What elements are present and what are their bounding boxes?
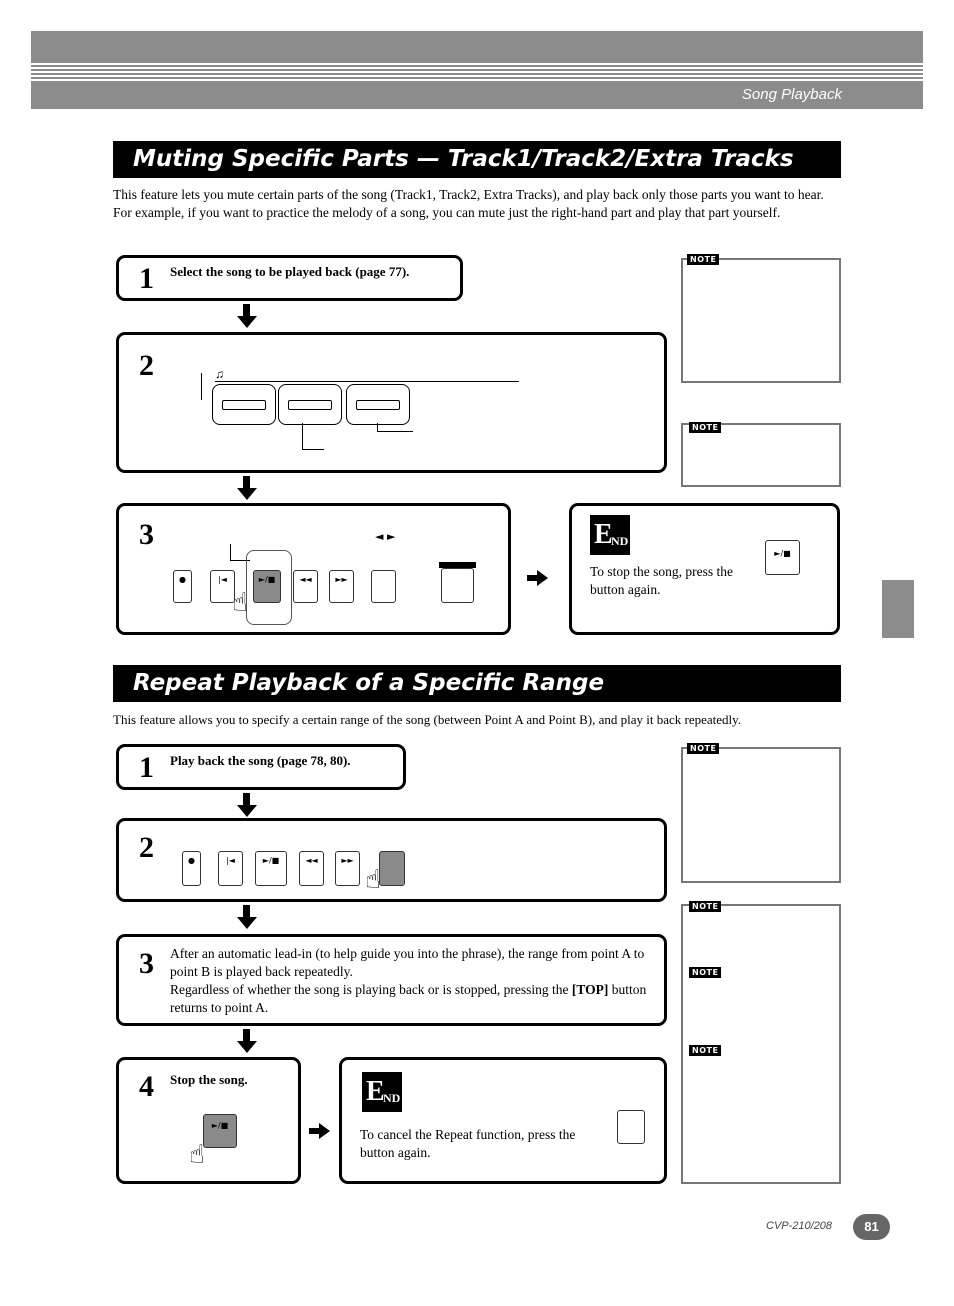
s2-step1-text: Play back the song (page 78, 80). [170, 753, 351, 768]
s1-step2-box [116, 332, 667, 473]
s2-arrow1-down-icon [237, 805, 257, 817]
s2-end-box [339, 1057, 667, 1184]
s1-step3-box [116, 503, 511, 635]
section1-intro: This feature lets you mute certain parts of the song (Track1, Track2, Extra Tracks), and play back only those parts you want to hear. For example, if you want to practice the melody of a song, you can mute just the right-hand part and play that part yourself. [113, 187, 824, 220]
section2-title: Repeat Playback of a Specific Range [113, 665, 841, 702]
s2-step4-number: 4 [139, 1070, 154, 1103]
s1-step2-number: 2 [139, 349, 154, 382]
note-box-1 [681, 258, 841, 383]
ff-button[interactable]: ►► [329, 570, 354, 603]
s2-step2-box [116, 818, 667, 902]
track2-button[interactable] [288, 400, 332, 410]
s2-step4-play-stop-button[interactable]: ►/■ [203, 1114, 237, 1148]
s2-step3-line1: After an automatic lead-in (to help guide you into the phrase), the range from point A to point B is played back repeatedly. [170, 946, 645, 979]
s2-rew-button[interactable]: ◄◄ [299, 851, 324, 886]
s2-arrow2-stem [243, 905, 250, 917]
s2-right-arrow-stem [309, 1128, 319, 1134]
extra-tracks-button[interactable] [356, 400, 400, 410]
top-button[interactable]: |◄ [210, 570, 235, 603]
s2-end-cancel-text: To cancel the Repeat function, press the button again. [360, 1127, 576, 1160]
header-section-title: Song Playback [741, 86, 842, 103]
s2-step4-pointing-hand-icon: ☝ [189, 1140, 205, 1170]
note-box-3 [681, 747, 841, 883]
end-play-stop-button[interactable]: ►/■ [765, 540, 800, 575]
s2-step2-number: 2 [139, 831, 154, 864]
s1-step2-leader1 [302, 423, 303, 449]
note-box-4 [681, 904, 841, 1184]
section2-intro: This feature allows you to specify a certain range of the song (between Point A and Point B), and play it back repeatedly. [113, 712, 742, 727]
music-note-icon: ♫ [215, 367, 224, 381]
s2-play-stop-button[interactable]: ►/■ [255, 851, 287, 886]
rew-button[interactable]: ◄◄ [293, 570, 318, 603]
header-band-stripes [31, 61, 923, 83]
s2-right-arrow-icon [319, 1123, 330, 1139]
s2-end-logo-icon: E ND [362, 1072, 402, 1112]
s1-end-box [569, 503, 840, 635]
s1-arrow2-down-icon [237, 488, 257, 500]
track1-button[interactable] [222, 400, 266, 410]
s1-arrow2-stem [243, 476, 250, 488]
repeat-button[interactable] [371, 570, 396, 603]
s2-step3-number: 3 [139, 947, 154, 980]
s1-step2-leader2 [377, 423, 378, 431]
s1-step3-number: 3 [139, 518, 154, 551]
s1-step1-text: Select the song to be played back (page 77). [170, 264, 410, 279]
s2-step1-box [116, 744, 406, 790]
track2-button-frame[interactable] [278, 384, 342, 425]
s2-step1-number: 1 [139, 751, 154, 784]
play-stop-button[interactable]: ►/■ [253, 570, 281, 603]
header-band-top [31, 31, 923, 61]
extra-tracks-button-frame[interactable] [346, 384, 410, 425]
s2-step4-text: Stop the song. [170, 1072, 248, 1087]
s2-end-repeat-button[interactable] [617, 1110, 645, 1144]
s2-step3-text [170, 945, 655, 1017]
s1-step2-top-line [215, 381, 519, 382]
s2-step4-box [116, 1057, 301, 1184]
s2-pointing-hand-icon: ☝ [365, 865, 381, 895]
rec-button[interactable]: ● [173, 570, 192, 603]
note-tag-2: NOTE [689, 422, 721, 433]
s1-right-arrow-stem [527, 575, 537, 581]
section1-title: Muting Specific Parts — Track1/Track2/Extra Tracks [113, 141, 841, 178]
s1-arrow1-down-icon [237, 316, 257, 328]
s2-ff-button[interactable]: ►► [335, 851, 360, 886]
s2-top-button[interactable]: |◄ [218, 851, 243, 886]
s1-right-arrow-icon [537, 570, 548, 586]
note-tag-3: NOTE [687, 743, 719, 754]
track1-button-frame[interactable] [212, 384, 276, 425]
note-tag-6: NOTE [689, 1045, 721, 1056]
s2-repeat-button[interactable] [379, 851, 405, 886]
extra-button[interactable] [441, 568, 474, 603]
pointing-hand-icon: ☝ [232, 588, 248, 618]
nav-arrows-icon: ◄ ► [375, 530, 396, 543]
s2-step3-box [116, 934, 667, 1026]
end-logo-icon: E ND [590, 515, 630, 555]
s2-arrow3-down-icon [237, 1041, 257, 1053]
footer-model: CVP-210/208 [766, 1220, 833, 1232]
s1-step2-left-line [201, 373, 202, 400]
s2-arrow1-stem [243, 793, 250, 805]
s1-step1-box [116, 255, 463, 301]
s2-rec-button[interactable]: ● [182, 851, 201, 886]
s1-arrow1-stem [243, 304, 250, 316]
note-tag-1: NOTE [687, 254, 719, 265]
s1-step1-number: 1 [139, 262, 154, 295]
s1-step3-leader-v [230, 544, 231, 560]
s1-step2-leader2h [377, 431, 413, 432]
s2-arrow2-down-icon [237, 917, 257, 929]
side-thumb-tab [882, 580, 914, 638]
s1-step2-leader1h [302, 449, 324, 450]
note-tag-4: NOTE [689, 901, 721, 912]
s2-arrow3-stem [243, 1029, 250, 1041]
s2-step3-line2: Regardless of whether the song is playing back or is stopped, pressing the [TOP] button returns to point A. [170, 982, 647, 1015]
note-tag-5: NOTE [689, 967, 721, 978]
page-number: 81 [853, 1214, 890, 1240]
s1-end-stop-text: To stop the song, press the button again. [590, 564, 734, 597]
